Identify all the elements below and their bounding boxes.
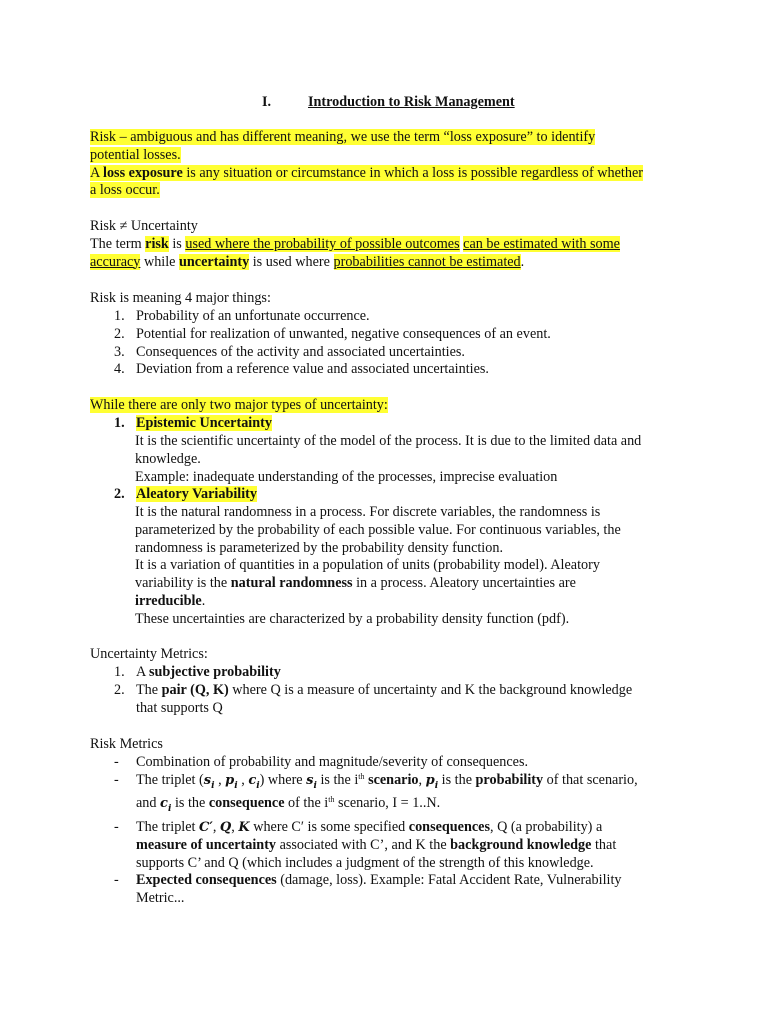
math-c-prime: C′ [199, 820, 213, 836]
aleatory-item [90, 486, 670, 504]
epistemic-item [90, 415, 670, 433]
math-sub-i: i [434, 780, 439, 791]
uncertainty-types-title [90, 397, 690, 415]
background-knowledge-term: background knowledge [450, 836, 592, 853]
probability-term: probability [475, 771, 544, 788]
measure-of-uncertainty-term: measure of uncertainty [136, 836, 277, 853]
rv-l2-b: while [140, 253, 180, 270]
aleatory-line-5-c: in a process. Aleatory uncertainties are [352, 575, 576, 592]
epistemic-line-2: knowledge. [135, 450, 201, 467]
aleatory-line-7: These uncertainties are characterized by a probability density function (pdf). [135, 610, 570, 627]
list-item-text: Potential for realization of unwanted, negative consequences of an event. [136, 325, 551, 342]
list-number: 1. [114, 415, 125, 431]
rm-d3-b: where C′ is some specified [249, 819, 409, 836]
list-item [90, 872, 690, 908]
rv-uncertainty-term: uncertainty [179, 253, 250, 270]
list-number: 1. [114, 664, 125, 680]
math-sub-i: i [167, 804, 172, 815]
rm-d3-sep: , [212, 819, 220, 836]
aleatory-line-1: It is the natural randomness in a process. For discrete variables, the randomness is [135, 504, 601, 520]
list-number: 2. [114, 681, 125, 698]
math-sub-i: i [256, 780, 260, 791]
aleatory-line-5-a: variability is the [135, 575, 231, 592]
list-number: 1. [114, 308, 125, 324]
rm-d2-a: The triplet ( [136, 771, 204, 788]
pair-qk-term: pair (Q, K) [161, 681, 229, 698]
risk-vs-title: Risk ≠ Uncertainty [90, 218, 198, 234]
math-s: s [203, 772, 212, 788]
list-item-text: Consequences of the activity and associated uncertainties. [136, 343, 465, 360]
section-title: Introduction to Risk Management [308, 94, 515, 110]
list-item [90, 682, 670, 718]
list-item [90, 819, 690, 872]
natural-randomness-term: natural randomness [230, 575, 353, 592]
rv-l2-e: probabilities cannot be estimated [333, 253, 521, 270]
um-i1-a: A [136, 664, 150, 680]
rm-d3-c: , Q (a probability) a [489, 819, 603, 836]
rv-l1-c: is [168, 235, 186, 252]
intro-line-4: a loss occur. [90, 182, 160, 199]
intro-line-3-c: is any situation or circumstance in which a loss is possible regardless of whether [182, 164, 643, 181]
rm-d2-h: is the [171, 795, 209, 812]
rm-d3-sep: , [231, 819, 239, 836]
um-i2-a: The [136, 681, 162, 698]
rm-d2-g: and [136, 795, 161, 812]
list-item [90, 754, 690, 772]
rm-d2-c: is the i [316, 771, 359, 788]
rm-d3-f: supports C’ and Q (which includes a judgment of the strength of this knowledge. [136, 854, 594, 871]
risk-metrics-title: Risk Metrics [90, 736, 163, 752]
rv-l1-f: can be estimated with some [463, 235, 620, 252]
aleatory-line-4: It is a variation of quantities in a population of units (probability model). Aleatory [135, 557, 600, 574]
section-number: I. [262, 94, 272, 110]
math-k: K [238, 820, 250, 836]
epistemic-example: Example: inadequate understanding of the processes, imprecise evaluation [135, 468, 558, 485]
rm-d2-comma: , [214, 771, 226, 788]
aleatory-line-2: parameterized by the probability of each possible value. For continuous variables, the [135, 521, 621, 538]
rm-d2-f: of that scenario, [543, 771, 638, 788]
list-item [90, 344, 670, 362]
math-c: c [248, 772, 257, 788]
math-sub-i: i [211, 780, 215, 791]
risk-vs-uncertainty [90, 218, 690, 271]
rv-l2-a: accuracy [90, 253, 141, 270]
intro-line-1: Risk – ambiguous and has different meaning, we use the term “loss exposure” to identify [90, 129, 596, 145]
rm-d3-a: The triplet [136, 819, 200, 836]
math-p: p [225, 772, 235, 788]
aleatory-line-6-b: . [201, 592, 206, 609]
uncertainty-metrics-list [90, 664, 670, 717]
rv-l1-d: used where the probability of possible outcomes [185, 235, 460, 252]
rm-d2-i: of the i [284, 795, 329, 812]
list-number: 2. [114, 486, 125, 502]
math-sub-i: i [313, 780, 317, 791]
math-s: s [306, 772, 314, 788]
list-item-text: Deviation from a reference value and associated uncertainties. [136, 361, 489, 378]
loss-exposure-term: loss exposure [103, 164, 183, 181]
rv-l2-f: . [520, 253, 525, 270]
aleatory-label: Aleatory Variability [136, 486, 257, 502]
risk-meaning-list [90, 308, 670, 379]
aleatory-line-3: randomness is parameterized by the probability density function. [135, 539, 503, 556]
rv-l1-a: The term [90, 235, 146, 252]
list-number: 2. [114, 325, 125, 342]
irreducible-term: irreducible [135, 592, 202, 609]
intro-line-2: potential losses. [90, 146, 181, 163]
list-number: 4. [114, 361, 125, 378]
aleatory-description [135, 504, 695, 629]
math-q: Q [219, 820, 232, 836]
rm-d2-b: ) where [259, 771, 307, 788]
math-c: c [160, 796, 168, 812]
rv-l2-d: is used where [249, 253, 334, 270]
list-item [90, 308, 670, 326]
rm-d2-d: , [418, 771, 426, 788]
list-item-text: Probability of an unfortunate occurrence. [136, 308, 370, 324]
intro-paragraph [90, 129, 690, 200]
dash-bullet: - [114, 819, 119, 836]
list-item [90, 361, 670, 379]
uncertainty-types-title-text: While there are only two major types of uncertainty: [90, 397, 388, 413]
rm-d3-d: associated with C’, and K the [276, 836, 451, 853]
list-item [90, 664, 670, 682]
scenario-term: scenario [368, 771, 419, 788]
risk-meaning-title: Risk is meaning 4 major things: [90, 290, 271, 306]
intro-line-3-a: A [90, 164, 104, 181]
subjective-probability-term: subjective probability [149, 664, 281, 680]
epistemic-line-1: It is the scientific uncertainty of the model of the process. It is due to the limited data and [135, 433, 642, 449]
list-item [90, 772, 690, 819]
risk-metrics-list [90, 754, 690, 908]
consequences-term: consequences [408, 819, 490, 836]
expected-consequences-term: Expected consequences [136, 872, 277, 889]
superscript-th: th [358, 771, 365, 781]
math-sub-i: i [234, 780, 238, 791]
rm-d2-e: is the [438, 771, 476, 788]
rv-risk-term: risk [145, 235, 169, 252]
dash-bullet: - [114, 771, 119, 788]
um-i2-c: where Q is a measure of uncertainty and K the background knowledge [228, 681, 633, 698]
dash-bullet: - [114, 872, 119, 889]
rm-d3-e: that [591, 836, 617, 853]
superscript-th: th [328, 795, 335, 805]
rm-d4-b: (damage, loss). Example: Fatal Accident Rate, Vulnerability [276, 872, 622, 889]
list-item [90, 326, 670, 344]
uncertainty-metrics-title: Uncertainty Metrics: [90, 646, 208, 662]
rm-d4-c: Metric... [136, 890, 185, 907]
consequence-term: consequence [208, 795, 285, 812]
list-number: 3. [114, 343, 125, 360]
um-i2-d: that supports Q [136, 699, 223, 716]
section-heading [262, 94, 515, 112]
rm-d2-j: scenario, I = 1..N. [334, 795, 441, 812]
math-p: p [425, 772, 435, 788]
rm-d2-comma: , [237, 771, 249, 788]
epistemic-description [135, 433, 695, 486]
epistemic-label: Epistemic Uncertainty [136, 415, 272, 431]
rm-d1: Combination of probability and magnitude/severity of consequences. [136, 754, 529, 770]
dash-bullet: - [114, 754, 119, 770]
